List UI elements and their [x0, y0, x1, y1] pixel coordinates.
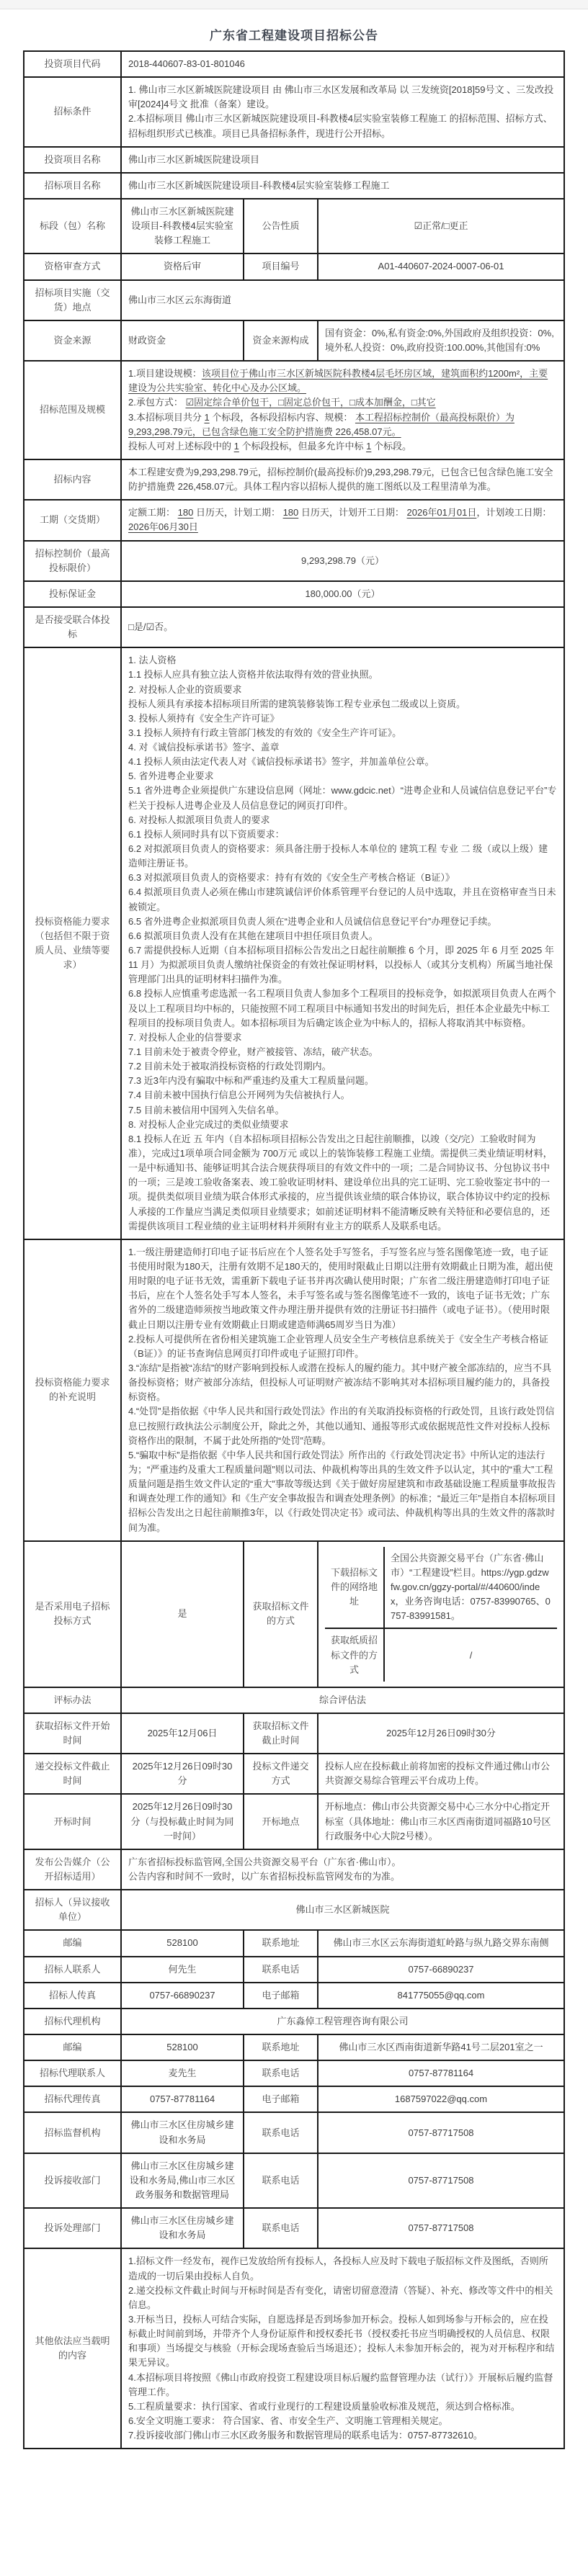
document-obtain-inner-table	[325, 1547, 557, 1682]
tenderer-phone-value: 0757-66890237	[318, 1957, 564, 1983]
project-number-label: 项目编号	[244, 253, 318, 279]
row-investment-project-name	[24, 147, 564, 173]
complaint-receiving-value: 佛山市三水区住房城乡建设和水务局,佛山市三水区政务服务和数据管理局	[121, 2153, 244, 2208]
page-title: 广东省工程建设项目招标公告	[210, 29, 378, 42]
agency-fax-value: 0757-87781164	[121, 2086, 244, 2112]
bidder-qualification-label: 投标资格能力要求（包括但不限于资质人员、业绩等要求）	[24, 647, 121, 1239]
project-code-value: 2018-440607-83-01-801046	[121, 51, 564, 77]
evaluation-method-value: 综合评估法	[121, 1687, 564, 1713]
agency-fax-label: 招标代理传真	[24, 2086, 121, 2112]
row-qualification-review	[24, 253, 564, 279]
supervision-agency-value: 佛山市三水区住房城乡建设和水务局	[121, 2112, 244, 2153]
tender-content-label: 招标内容	[24, 459, 121, 500]
electronic-bidding-value: 是	[121, 1541, 244, 1687]
bid-opening-time-label: 开标时间	[24, 1794, 121, 1849]
row-tenderer-fax	[24, 1983, 564, 2009]
document-obtain-end-value: 2025年12月26日09时30分	[318, 1713, 564, 1754]
tenderer-fax-label: 招标人传真	[24, 1983, 121, 2009]
project-number-value: A01-440607-2024-0007-06-01	[318, 253, 564, 279]
tenderer-contact-value: 何先生	[121, 1957, 244, 1983]
row-tender-conditions	[24, 77, 564, 147]
paper-document-value: /	[384, 1628, 557, 1681]
row-tender-scope	[24, 361, 564, 459]
tenderer-contact-label: 招标人联系人	[24, 1957, 121, 1983]
row-tender-project-name	[24, 173, 564, 199]
electronic-bidding-label: 是否采用电子招标投标方式	[24, 1541, 121, 1687]
notice-nature-value: ☑正常/□更正	[318, 199, 564, 253]
investment-project-name-value: 佛山市三水区新城医院建设项目	[121, 147, 564, 173]
tenderer-postcode-label: 邮编	[24, 1930, 121, 1956]
agency-contact-value: 麦先生	[121, 2060, 244, 2086]
row-fund-source	[24, 320, 564, 361]
download-address-label: 下载招标文件的网络地址	[325, 1547, 384, 1629]
agency-postcode-label: 邮编	[24, 2034, 121, 2060]
complaint-handling-phone-label: 联系电话	[244, 2208, 318, 2248]
control-price-value: 9,293,298.79（元）	[121, 541, 564, 581]
tenderer-label: 招标人（异议接收单位）	[24, 1890, 121, 1930]
tenderer-email-label: 电子邮箱	[244, 1983, 318, 2009]
control-price-label: 招标控制价（最高投标限价）	[24, 541, 121, 581]
row-qualification-notes	[24, 1239, 564, 1541]
row-tenderer-postcode	[24, 1930, 564, 1956]
row-agency-postcode	[24, 2034, 564, 2060]
agency-address-value: 佛山市三水区西南街道新华路41号二层201室之一	[318, 2034, 564, 2060]
other-content-value: 1.招标文件一经发布，视作已发放给所有投标人，各投标人应及时下载电子版招标文件及图纸，否则所造成的一切后果由投标人自负。 2.递交投标文件截止时间与开标时间是否有变化，请密切留意澄清（答疑）、补充、修改等文件中的相关信息。 3.开标当日，投标人可结合实际，自愿选择是否到场参加开标会。投标人如到场参与开标会的，应在投标截止时间前到场，并带齐个人身份证原件和授权委托书（授权委托书应当明确授权的人员信息、权限和事项）当场提交与核验（开标会现场查验后当场退还）；投标人未参加开标会的，视为对开标程序和结果无异议。 4.本招标项目将按照《佛山市政府投资工程建设项目标后履约监督管理办法（试行）》开展标后履约监督管理工作。 5.工程质量要求：执行国家、省或行业现行的工程建设质量验收标准及规范，须达到合格标准。 6.安全文明施工要求： 符合国家、省、市安全生产、文明施工管理相关规定。 7.投诉接收部门佛山市三水区政务服务和数据管理局的联系电话为：0757-87732610。	[121, 2248, 564, 2449]
row-tender-content	[24, 459, 564, 500]
qualification-review-value: 资格后审	[121, 253, 244, 279]
row-document-obtain-time	[24, 1713, 564, 1754]
bid-submission-deadline-value: 2025年12月26日09时30分	[121, 1754, 244, 1794]
package-name-label: 标段（包）名称	[24, 199, 121, 253]
tenderer-phone-label: 联系电话	[244, 1957, 318, 1983]
supervision-phone-value: 0757-87717508	[318, 2112, 564, 2153]
row-electronic-bidding	[24, 1541, 564, 1687]
package-name-value: 佛山市三水区新城医院建设项目-科教楼4层实验室装修工程施工	[121, 199, 244, 253]
tender-project-name-value: 佛山市三水区新城医院建设项目-科教楼4层实验室装修工程施工	[121, 173, 564, 199]
document-obtain-method-label: 获取招标文件的方式	[244, 1541, 318, 1687]
agency-phone-value: 0757-87781164	[318, 2060, 564, 2086]
tenderer-fax-value: 0757-66890237	[121, 1983, 244, 2009]
row-construction-period	[24, 500, 564, 540]
row-package-name	[24, 199, 564, 253]
complaint-receiving-phone-value: 0757-87717508	[318, 2153, 564, 2208]
row-consortium-bidding	[24, 607, 564, 647]
tender-conditions-value: 1. 佛山市三水区新城医院建设项目 由 佛山市三水区发展和改革局 以 三发统资[2018]59号文 、三发改投审[2024]4号文 批准（备案）建设。 2.本招标项目 佛山市三水区新城医院建设项目-科教楼4层实验室装修工程施工 的招标范围、招标方式、招标组织形式已核准。项目已具备招标条件，现进行公开招标。	[121, 77, 564, 147]
agency-email-label: 电子邮箱	[244, 2086, 318, 2112]
agency-address-label: 联系地址	[244, 2034, 318, 2060]
row-supervision-agency	[24, 2112, 564, 2153]
row-agency	[24, 2009, 564, 2034]
complaint-handling-label: 投诉处理部门	[24, 2208, 121, 2248]
download-address-value: 全国公共资源交易平台（广东省·佛山市）“工程建设”栏目。https://ygp.gdzwfw.gov.cn/ggzy-portal/#/440600/index，业务咨询电话：0757-83990765、0757-83991581。	[391, 1552, 551, 1622]
construction-period-label: 工期（交货期）	[24, 500, 121, 540]
tenderer-address-label: 联系地址	[244, 1930, 318, 1956]
delivery-location-label: 招标项目实施（交货）地点	[24, 280, 121, 320]
agency-value: 广东淼倬工程管理咨询有限公司	[121, 2009, 564, 2034]
project-code-label: 投资项目代码	[24, 51, 121, 77]
bid-submission-method-value: 投标人应在投标截止前将加密的投标文件通过佛山市公共资源交易综合管理云平台成功上传。	[318, 1754, 564, 1794]
evaluation-method-label: 评标办法	[24, 1687, 121, 1713]
bidder-qualification-value: 1. 法人资格 1.1 投标人应具有独立法人资格并依法取得有效的营业执照。 2. 对投标人企业的资质要求 投标人须具有承接本招标项目所需的建筑装修装饰工程专业承包二级或以上资质。 3. 投标人须持有《安全生产许可证》 3.1 投标人须持有行政主管部门核发的有效的《安全生产许可证》。 4. 对《诚信投标承诺书》签字、盖章 4.1 投标人须由法定代表人对《诚信投标承诺书》签字，并加盖单位公章。 5. 省外进粤企业要求 5.1 省外进粤企业须提供广东建设信息网（网址：www.gdcic.net）“进粤企业和人员诚信信息登记平台”专栏关于投标人进粤企业及人员信息登记的网页打印件。 6. 对投标人拟派项目负责人的要求 6.1 投标人须同时具有以下资质要求： 6.2 对拟派项目负责人的资格要求：须具备注册于投标人本单位的 建筑工程 专业 二 级（或以上级）建造师注册证书。 6.3 对拟派项目负责人的资格要求：持有有效的《安全生产考核合格证（B证）》 6.4 拟派项目负责人必须在佛山市建筑诚信评价体系管理平台登记的人员中选取，并且在资格审查当日未被锁定。 6.5 省外进粤企业拟派项目负责人须在“进粤企业和人员诚信信息登记平台”办理登记手续。 6.6 拟派项目负责人没有在其他在建项目中担任项目负责人。 6.7 需提供投标人近期（自本招标项目招标公告发出之日起往前顺推 6 个月，即 2025 年 6 月至 2025 年 11 月）为拟派项目负责人缴纳社保资金的有效社保证明材料，以投标人（或其分支机构）所属当地社保管理部门出具的证明材料扫描件为准。 6.8 投标人应慎重考虑选派一名工程项目负责人参加多个工程项目的投标竞争，如拟派项目负责人在两个及以上工程项目均中标的，只能按照不同工程项目中标通知书发出的时间先后，担任本企业最先中标工程项目的投标项目负责人。如本招标项目为后确定该企业为中标人的，招标人将取消其中标资格。 7. 对投标人企业的信誉要求 7.1 目前未处于被责令停业，财产被接管、冻结，破产状态。 7.2 目前未处于被取消投标资格的行政处罚期内。 7.3 近3年内没有骗取中标和严重违约及重大工程质量问题。 7.4 目前未被中国执行信息公开网列为失信被执行人。 7.5 目前未被信用中国列入失信名单。 8. 对投标人企业完成过的类似业绩要求 8.1 投标人在近 五 年内（自本招标项目招标公告发出之日起往前顺推，以竣（交/完）工验收时间为准），完成过1项单项合同金额为 700万元 或以上的装饰装修工程施工业绩。需提供三类业绩证明材料，一是中标通知书、能够证明其合法合规获得项目的有效文件中的一项；二是合同协议书、分包协议书中的一项；三是竣工验收备案表、竣工验收证明材料、建设单位出具的完工证明、完工验收鉴定书中的一项。提供类似项目业绩为联合体形式承接的，应当提供该业绩的联合体协议，联合体协议中约定的投标人承接的工作量应当满足类似项目业绩要求；如前述证明材料不能清晰反映有关特征和必要信息的，还需提供该项目工程业绩的业主证明材料并须附有业主方的联系人及联系电话。	[121, 647, 564, 1239]
complaint-receiving-label: 投诉接收部门	[24, 2153, 121, 2208]
tender-scope-label: 招标范围及规模	[24, 361, 121, 459]
agency-contact-label: 招标代理联系人	[24, 2060, 121, 2086]
qualification-notes-label: 投标资格能力要求的补充说明	[24, 1239, 121, 1541]
bid-bond-value: 180,000.00（元）	[121, 581, 564, 607]
bid-opening-time-value: 2025年12月26日09时30分（与投标截止时间为同一时间）	[121, 1794, 244, 1849]
paper-document-label: 获取纸质招标文件的方式	[325, 1628, 384, 1681]
fund-composition-value: 国有资金：0%,私有资金:0%,外国政府及组织投资：0%,境外私人投资：0%,政府投资:100.00%,其他国有:0%	[318, 320, 564, 361]
row-download-address	[325, 1547, 557, 1629]
row-bid-bond	[24, 581, 564, 607]
bid-opening-place-value: 开标地点：佛山市公共资源交易中心三水分中心指定开标室（具体地址：佛山市三水区西南街道同福路10号区行政服务中心大院2号楼）。	[318, 1794, 564, 1849]
agency-phone-label: 联系电话	[244, 2060, 318, 2086]
complaint-receiving-phone-label: 联系电话	[244, 2153, 318, 2208]
row-agency-fax	[24, 2086, 564, 2112]
tender-announcement-table	[23, 50, 565, 2449]
row-agency-contact	[24, 2060, 564, 2086]
row-project-code	[24, 51, 564, 77]
document-obtain-method-cell	[318, 1541, 564, 1687]
row-bid-submission	[24, 1754, 564, 1794]
notice-nature-label: 公告性质	[244, 199, 318, 253]
tenderer-value: 佛山市三水区新城医院	[121, 1890, 564, 1930]
row-bidder-qualification	[24, 647, 564, 1239]
fund-source-label: 资金来源	[24, 320, 121, 361]
row-delivery-location	[24, 280, 564, 320]
investment-project-name-label: 投资项目名称	[24, 147, 121, 173]
fund-composition-label: 资金来源构成	[244, 320, 318, 361]
tenderer-email-value: 841775055@qq.com	[318, 1983, 564, 2009]
supervision-phone-label: 联系电话	[244, 2112, 318, 2153]
bid-submission-deadline-label: 递交投标文件截止时间	[24, 1754, 121, 1794]
tender-project-name-label: 招标项目名称	[24, 173, 121, 199]
row-bid-opening	[24, 1794, 564, 1849]
tenderer-address-value: 佛山市三水区云东海街道虹岭路与纵九路交界东南侧	[318, 1930, 564, 1956]
complaint-handling-value: 佛山市三水区住房城乡建设和水务局	[121, 2208, 244, 2248]
bid-submission-method-label: 投标文件递交方式	[244, 1754, 318, 1794]
row-tenderer	[24, 1890, 564, 1930]
row-evaluation-method	[24, 1687, 564, 1713]
tenderer-postcode-value: 528100	[121, 1930, 244, 1956]
row-paper-document	[325, 1628, 557, 1681]
bid-opening-place-label: 开标地点	[244, 1794, 318, 1849]
announcement-media-value: 广东省招标投标监管网,全国公共资源交易平台（广东省·佛山市）。 公告内容和时间不一致时，以广东省招标投标监管网发布的为准。	[121, 1849, 564, 1890]
complaint-handling-phone-value: 0757-87717508	[318, 2208, 564, 2248]
tender-content-value: 本工程建安费为9,293,298.79元，招标控制价(最高投标价)9,293,298.79元，已包含已包含绿色施工安全防护措施费 226,458.07元。具体工程内容以招标人提供的施工图纸以及工程里清单为准。	[121, 459, 564, 500]
fund-source-value: 财政资金	[121, 320, 244, 361]
tender-conditions-label: 招标条件	[24, 77, 121, 147]
document-obtain-start-value: 2025年12月06日	[121, 1713, 244, 1754]
consortium-bidding-label: 是否接受联合体投标	[24, 607, 121, 647]
bid-bond-label: 投标保证金	[24, 581, 121, 607]
row-control-price	[24, 541, 564, 581]
announcement-media-label: 发布公告媒介（公开招标适用）	[24, 1849, 121, 1890]
row-complaint-receiving	[24, 2153, 564, 2208]
agency-label: 招标代理机构	[24, 2009, 121, 2034]
row-announcement-media	[24, 1849, 564, 1890]
agency-postcode-value: 528100	[121, 2034, 244, 2060]
document-obtain-end-label: 获取招标文件截止时间	[244, 1713, 318, 1754]
row-complaint-handling	[24, 2208, 564, 2248]
construction-period-value: 定额工期： 180 日历天，计划工期： 180 日历天，计划开工日期： 2026年01月01日，计划竣工日期： 2026年06月30日	[121, 500, 564, 540]
document-obtain-start-label: 获取招标文件开始时间	[24, 1713, 121, 1754]
agency-email-value: 1687597022@qq.com	[318, 2086, 564, 2112]
qualification-notes-value: 1.一级注册建造师打印电子证书后应在个人签名处手写签名，手写签名应与签名图像笔迹一致，电子证书使用时限为180天，注册有效期不足180天的，使用时限截止日期以注册有效期截止日期为准，超出使用时限的电子证书无效，需重新下载电子证书并再次确认使用时限；广东省二级注册建造师打印电子证书后，应在个人签名处手写本人签名，未手写签名或与签名图像笔迹不一致的，该电子证书无效；广东省外的二级建造师须按当地政策文件办理注册并提供有效的注册证书扫描件（或电子证书）。（使用时限截止日期以注册专业有效期截止日期或建造师满65周岁当日为准） 2.投标人可提供所在省份相关建筑施工企业管理人员安全生产考核信息系统关于《安全生产考核合格证（B证）》的证书查询信息网页打印件或电子证照打印件。 3.“冻结”是指被“冻结”的财产影响到投标人或潜在投标人的履约能力。其中财产被全部冻结的，应当不具备投标资格；财产被部分冻结，但投标人可证明财产被冻结不影响其对本招标项目履约能力的，具备投标资格。 4.“处罚”是指依据《中华人民共和国行政处罚法》作出的有关取消投标资格的行政处罚，且该行政处罚信息已按照行政执法公示制度公开，除此之外，其他以通知、通报等形式或依据规范性文件对投标人投标资格作出的限制，不属于此处所指的“处罚”范畴。 5.“骗取中标”是指依据《中华人民共和国行政处罚法》所作出的《行政处罚决定书》中所认定的违法行为；“严重违约及重大工程质量问题”则以司法、仲裁机构等出具的生效文件予以认定，其中的“重大”工程质量问题是指生效文件认定的“重大”事故等级达到《关于做好房屋建筑和市政基础设施工程质量事故报告和调查处理工作的通知》和《生产安全事故报告和调查处理条例》的标准；“最近三年”是指自本招标项目招标公告发出之日起往前顺推3年，以《行政处罚决定书》或司法、仲裁机构等出具的生效文件的落款时间为准。	[121, 1239, 564, 1541]
qualification-review-label: 资格审查方式	[24, 253, 121, 279]
top-strip	[0, 0, 588, 9]
tender-scope-value: 1.项目建设规模：该项目位于佛山市三水区新城医院科教楼4层毛坯房区域，建筑面积约1200m²，主要建设为公共实验室、转化中心及办公区域。 2.承包方式： ☑固定综合单价包干，□固定总价包干，□成本加酬金，□其它 3.本招标项目共分 1 个标段，各标段招标内容、规模： 本工程招标控制价（最高投标限价）为9,293,298.79元，已包含绿色施工安全防护措施费 226,458.07元。 投标人可对上述标段中的 1 个标段投标，但最多允许中标 1 个标段。	[121, 361, 564, 459]
delivery-location-value: 佛山市三水区云东海街道	[121, 280, 564, 320]
row-other-content	[24, 2248, 564, 2449]
row-tenderer-contact	[24, 1957, 564, 1983]
other-content-label: 其他依法应当载明的内容	[24, 2248, 121, 2449]
supervision-agency-label: 招标监督机构	[24, 2112, 121, 2153]
consortium-bidding-value: □是/☑否。	[121, 607, 564, 647]
